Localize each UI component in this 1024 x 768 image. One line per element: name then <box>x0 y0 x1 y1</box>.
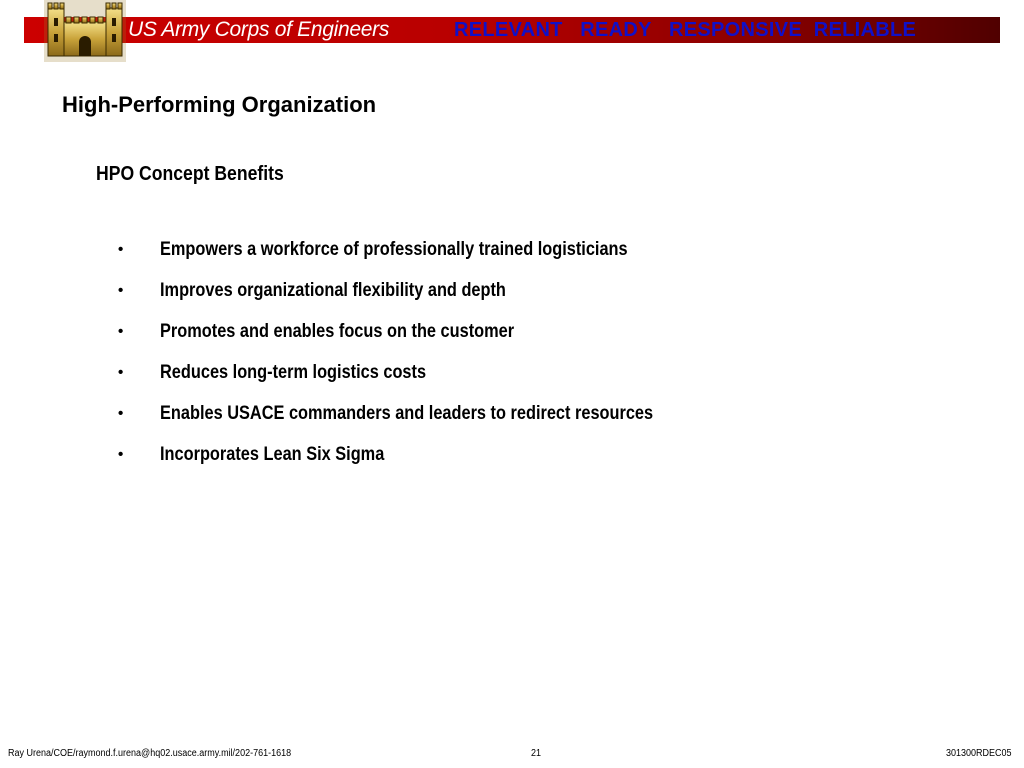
organization-name: US Army Corps of Engineers <box>128 18 390 41</box>
page-number: 21 <box>531 748 542 759</box>
motto-text: RELEVANT READY RESPONSIVE RELIABLE <box>454 19 917 41</box>
bullet-icon: • <box>118 405 124 422</box>
bullet-icon: • <box>118 241 124 258</box>
document-id: 301300RDEC05 <box>946 748 1012 759</box>
bullet-text: Reduces long-term logistics costs <box>160 362 427 383</box>
footer-contact: Ray Urena/COE/raymond.f.urena@hq02.usace.army.mil/202-761-1618 <box>8 748 292 759</box>
bullet-text: Promotes and enables focus on the customer <box>160 321 515 342</box>
section-subtitle: HPO Concept Benefits <box>96 163 284 185</box>
bullet-text: Empowers a workforce of professionally trained logisticians <box>160 239 628 260</box>
bullet-text: Improves organizational flexibility and depth <box>160 280 506 301</box>
bullet-text: Enables USACE commanders and leaders to redirect resources <box>160 403 654 424</box>
page-title: High-Performing Organization <box>62 92 377 117</box>
bullet-icon: • <box>118 364 124 381</box>
bullet-icon: • <box>118 446 124 463</box>
castle-icon <box>44 0 126 62</box>
bullet-text: Incorporates Lean Six Sigma <box>160 444 385 465</box>
bullet-icon: • <box>118 323 124 340</box>
bullet-icon: • <box>118 282 124 299</box>
header-bar <box>24 17 1000 43</box>
